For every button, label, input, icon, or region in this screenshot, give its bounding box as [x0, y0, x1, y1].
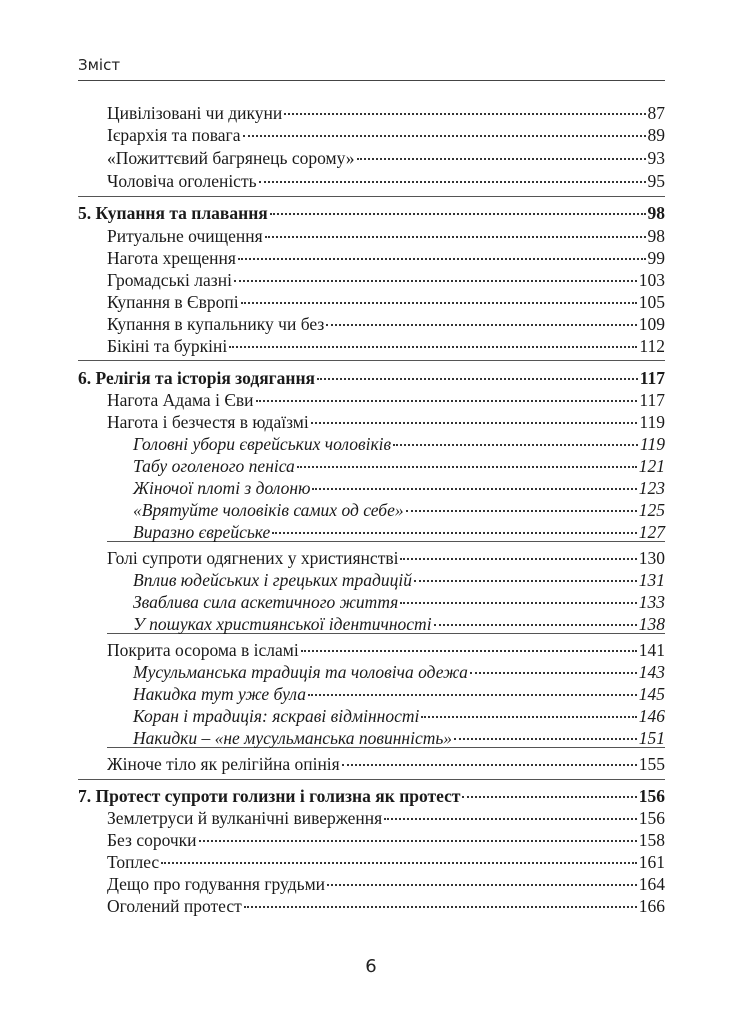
toc-subsection-entry — [133, 662, 665, 684]
toc-entry-title: Вплив юдейських і грецьких традицій — [133, 570, 413, 590]
dot-leader — [384, 818, 637, 820]
page-number: 6 — [365, 956, 377, 977]
dot-leader — [199, 840, 637, 842]
toc-entry-title: Головні убори єврейських чоловіків — [133, 434, 392, 454]
toc-subsection-entry — [133, 614, 665, 636]
toc-section-entry — [107, 292, 665, 314]
dot-leader — [342, 764, 637, 766]
toc-section-entry — [107, 808, 665, 830]
toc-entry-title: 5. Купання та плавання — [78, 203, 268, 223]
toc-section-entry — [107, 548, 665, 570]
dot-leader — [243, 135, 646, 137]
toc-subsection-entry — [133, 500, 665, 522]
toc-entry-page: 98 — [647, 203, 665, 223]
toc-section-entry — [107, 314, 665, 336]
dot-leader — [265, 236, 646, 238]
dot-leader — [238, 258, 646, 260]
toc-section-entry — [107, 896, 665, 918]
toc-entry-title: Землетруси й вулканічні виверження — [107, 808, 383, 828]
toc-entry-page: 99 — [647, 248, 665, 268]
toc-subsection-entry — [133, 434, 665, 456]
toc-entry-page: 98 — [647, 226, 665, 246]
toc-entry-title: Купання в Європі — [107, 292, 239, 312]
dot-leader — [244, 906, 637, 908]
toc-entry-page: 117 — [639, 390, 665, 410]
toc-section-entry — [107, 171, 665, 193]
dot-leader — [301, 650, 637, 652]
toc-entry-title: Без сорочки — [107, 830, 197, 850]
toc-entry-title: Коран і традиція: яскраві відмінності — [133, 706, 420, 726]
toc-entry-title: Жіночої плоті з долоню — [133, 478, 311, 498]
toc-entry-page: 127 — [638, 522, 665, 542]
toc-entry-page: 119 — [639, 412, 665, 432]
toc-section-entry — [107, 125, 665, 147]
toc-section-entry — [107, 103, 665, 125]
toc-entry-title: Ієрархія та повага — [107, 125, 241, 145]
toc-entry-title: Накидка тут уже була — [133, 684, 307, 704]
toc-entry-page: 158 — [638, 830, 665, 850]
toc-entry-title: Зваблива сила аскетичного життя — [133, 592, 399, 612]
toc-entry-title: Табу оголеного пеніса — [133, 456, 295, 476]
toc-entry-title: Виразно єврейське — [133, 522, 271, 542]
toc-entry-page: 141 — [638, 640, 665, 660]
toc-entry-page: 119 — [640, 434, 665, 454]
toc-subsection-entry — [133, 684, 665, 706]
toc-entry-title: Покрита осорома в ісламі — [107, 640, 299, 660]
toc-entry-page: 93 — [647, 148, 665, 168]
dot-leader — [406, 510, 637, 512]
toc-section-entry — [107, 336, 665, 358]
toc-entry-title: Купання в купальнику чи без — [107, 314, 325, 334]
dot-leader — [393, 444, 638, 446]
toc-section-entry — [107, 852, 665, 874]
toc-entry-page: 161 — [638, 852, 665, 872]
toc-subsection-entry — [133, 456, 665, 478]
toc-entry-title: Бікіні та буркіні — [107, 336, 228, 356]
dot-leader — [327, 884, 637, 886]
toc-entry-title: У пошуках християнської ідентичності — [133, 614, 432, 634]
toc-entry-page: 138 — [638, 614, 665, 634]
dot-leader — [462, 796, 636, 798]
dot-leader — [256, 400, 638, 402]
dot-leader — [454, 738, 637, 740]
toc-chapter-entry — [78, 203, 665, 225]
toc-entry-page: 143 — [638, 662, 665, 682]
toc-chapter-entry — [78, 368, 665, 390]
toc-entry-page: 112 — [639, 336, 665, 356]
toc-entry-title: Накидки – «не мусульманська повинність» — [133, 728, 453, 748]
dot-leader — [284, 113, 645, 115]
toc-chapter-entry — [78, 786, 665, 808]
dot-leader — [270, 213, 646, 215]
toc-entry-title: Нагота хрещення — [107, 248, 236, 268]
toc-entry-title: Жіноче тіло як релігійна опінія — [107, 754, 340, 774]
toc-entry-title: 7. Протест супроти голизни і голизна як протест — [78, 786, 461, 806]
toc-entry-page: 89 — [647, 125, 665, 145]
toc-section-entry — [107, 830, 665, 852]
toc-entry-title: Чоловіча оголеність — [107, 171, 257, 191]
dot-leader — [312, 488, 636, 490]
toc-entry-title: Голі супроти одягнених у християнстві — [107, 548, 399, 568]
toc-entry-title: Мусульманська традиція та чоловіча одежа — [133, 662, 468, 682]
dot-leader — [357, 158, 646, 160]
toc-entry-page: 103 — [638, 270, 665, 290]
toc-section-entry — [107, 412, 665, 434]
dot-leader — [297, 466, 637, 468]
toc-entry-page: 130 — [638, 548, 665, 568]
dot-leader — [234, 280, 637, 282]
toc-entry-page: 87 — [647, 103, 665, 123]
toc-entry-page: 155 — [638, 754, 665, 774]
toc-entry-title: «Пожиттєвий багрянець сорому» — [107, 148, 355, 168]
dot-leader — [317, 378, 638, 380]
toc-entry-title: Громадські лазні — [107, 270, 232, 290]
toc-entry-page: 164 — [638, 874, 665, 894]
toc-entry-title: Топлес — [107, 852, 160, 872]
toc-section-entry — [107, 754, 665, 776]
toc-entry-page: 125 — [638, 500, 665, 520]
dot-leader — [311, 422, 638, 424]
toc-entry-page: 109 — [638, 314, 665, 334]
toc-entry-title: Оголений протест — [107, 896, 242, 916]
toc-entry-title: Дещо про годування грудьми — [107, 874, 326, 894]
toc-entry-title: Цивілізовані чи дикуни — [107, 103, 283, 123]
section-divider — [78, 779, 665, 780]
toc-entry-page: 105 — [638, 292, 665, 312]
dot-leader — [308, 694, 637, 696]
toc-subsection-entry — [133, 592, 665, 614]
dot-leader — [241, 302, 637, 304]
toc-entry-page: 95 — [647, 171, 665, 191]
dot-leader — [229, 346, 637, 348]
dot-leader — [470, 672, 637, 674]
toc-entry-page: 121 — [638, 456, 665, 476]
toc-entry-title: 6. Релігія та історія зодягання — [78, 368, 316, 388]
toc-entry-page: 133 — [638, 592, 665, 612]
toc-entry-page: 166 — [638, 896, 665, 916]
toc-section-entry — [107, 874, 665, 896]
toc-subsection-entry — [133, 706, 665, 728]
dot-leader — [434, 624, 637, 626]
toc-section-entry — [107, 248, 665, 270]
toc-entry-title: Ритуальне очищення — [107, 226, 263, 246]
toc-entry-page: 131 — [638, 570, 665, 590]
toc-section-entry — [107, 390, 665, 412]
dot-leader — [161, 862, 637, 864]
dot-leader — [259, 181, 646, 183]
toc-subsection-entry — [133, 728, 665, 750]
toc-entry-page: 123 — [638, 478, 665, 498]
dot-leader — [400, 558, 636, 560]
toc-entry-title: Нагота і безчестя в юдаїзмі — [107, 412, 309, 432]
toc-section-entry — [107, 640, 665, 662]
toc-subsection-entry — [133, 570, 665, 592]
section-divider — [78, 360, 665, 361]
section-divider — [78, 196, 665, 197]
dot-leader — [400, 602, 636, 604]
dot-leader — [414, 580, 637, 582]
toc-subsection-entry — [133, 478, 665, 500]
toc-section-entry — [107, 148, 665, 170]
toc-entry-page: 156 — [638, 786, 665, 806]
toc-entry-title: Нагота Адама і Єви — [107, 390, 254, 410]
dot-leader — [421, 716, 636, 718]
running-header: Зміст — [78, 56, 121, 74]
toc-section-entry — [107, 270, 665, 292]
dot-leader — [326, 324, 636, 326]
toc-entry-page: 146 — [638, 706, 665, 726]
toc-entry-title: «Врятуйте чоловіків самих од себе» — [133, 500, 404, 520]
toc-entry-page: 145 — [638, 684, 665, 704]
toc-subsection-entry — [133, 522, 665, 544]
toc-entry-page: 156 — [638, 808, 665, 828]
toc-entry-page: 151 — [638, 728, 665, 748]
toc-entry-page: 117 — [639, 368, 665, 388]
toc-section-entry — [107, 226, 665, 248]
dot-leader — [272, 532, 636, 534]
